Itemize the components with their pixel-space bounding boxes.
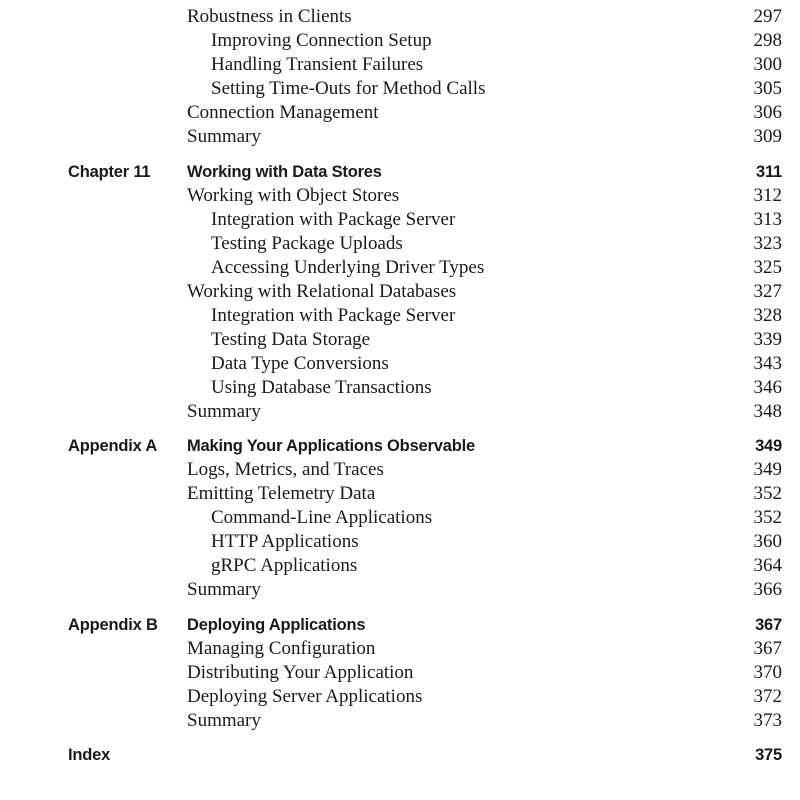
page-number: 352 [753,507,782,528]
toc-entry-row [0,709,800,733]
subsection-title: Integration with Package Server [211,209,456,230]
page-number: 343 [753,353,782,374]
page-number: 339 [753,329,782,350]
page-number: 300 [753,54,782,75]
toc-entry-row [0,208,800,232]
page-number: 327 [753,281,782,302]
toc-entry-row [0,5,800,29]
page-number: 323 [753,233,782,254]
page-number: 367 [755,616,782,634]
toc-entry-row [0,554,800,578]
chapter-title: Making Your Applications Observable [187,437,475,455]
chapter-title: Working with Data Stores [187,163,382,181]
section-title: Emitting Telemetry Data [187,483,376,504]
page-number: 349 [753,459,782,480]
page-number: 346 [753,377,782,398]
page-number: 328 [753,305,782,326]
section-title: Summary [187,710,261,731]
section-title: Logs, Metrics, and Traces [187,459,384,480]
page-number: 348 [753,401,782,422]
toc-entry-row [0,184,800,208]
subsection-title: Data Type Conversions [211,353,389,374]
toc-entry-row [0,685,800,709]
page-number: 370 [753,662,782,683]
section-title: Summary [187,126,261,147]
subsection-title: HTTP Applications [211,531,359,552]
page-number: 367 [753,638,782,659]
toc-chapter-row [0,434,800,458]
toc-entry-row [0,376,800,400]
section-title: Working with Relational Databases [187,281,457,302]
section-title: Summary [187,401,261,422]
page-number: 306 [753,102,782,123]
page-number: 311 [755,163,782,181]
toc-entry-row [0,256,800,280]
toc-entry-row [0,661,800,685]
toc-entry-row [0,77,800,101]
chapter-label: Appendix A [68,437,158,455]
toc-entry-row [0,101,800,125]
toc-entry-row [0,125,800,149]
subsection-title: Testing Data Storage [211,329,371,350]
toc-entry-row [0,232,800,256]
chapter-label: Chapter 11 [68,163,151,181]
subsection-title: Setting Time-Outs for Method Calls [211,78,486,99]
section-title: Managing Configuration [187,638,376,659]
index-label: Index [68,746,111,764]
toc-entry-row [0,328,800,352]
toc-entry-row [0,352,800,376]
toc-entry-row [0,578,800,602]
page-number: 360 [753,531,782,552]
subsection-title: Command-Line Applications [211,507,433,528]
section-title: Distributing Your Application [187,662,414,683]
section-title: Working with Object Stores [187,185,400,206]
subsection-title: Using Database Transactions [211,377,432,398]
page-number: 298 [753,30,782,51]
page-number: 312 [753,185,782,206]
page-number: 297 [753,6,782,27]
chapter-label: Appendix B [68,616,158,634]
page-number: 364 [753,555,782,576]
subsection-title: Handling Transient Failures [211,54,424,75]
page-number: 325 [753,257,782,278]
toc-entry-row [0,506,800,530]
section-title: Deploying Server Applications [187,686,423,707]
subsection-title: Accessing Underlying Driver Types [211,257,485,278]
page-number: 305 [753,78,782,99]
page-number: 366 [753,579,782,600]
toc-entry-row [0,637,800,661]
page-number: 372 [753,686,782,707]
toc-entry-row [0,29,800,53]
subsection-title: Testing Package Uploads [211,233,403,254]
toc-entry-row [0,458,800,482]
subsection-title: Integration with Package Server [211,305,456,326]
page-number: 349 [755,437,782,455]
section-title: Summary [187,579,261,600]
toc-chapter-row [0,613,800,637]
chapter-title: Deploying Applications [187,616,366,634]
toc-chapter-row [0,160,800,184]
toc-entry-row [0,482,800,506]
toc-entry-row [0,53,800,77]
section-title: Connection Management [187,102,379,123]
subsection-title: gRPC Applications [211,555,358,576]
page-number: 313 [753,209,782,230]
page-number: 309 [753,126,782,147]
toc-entry-row [0,304,800,328]
toc-entry-row [0,280,800,304]
section-title: Robustness in Clients [187,6,352,27]
toc-index-row [0,743,800,767]
page-number: 373 [753,710,782,731]
toc-entry-row [0,400,800,424]
subsection-title: Improving Connection Setup [211,30,432,51]
toc-entry-row [0,530,800,554]
page-number: 352 [753,483,782,504]
page-number: 375 [755,746,782,764]
